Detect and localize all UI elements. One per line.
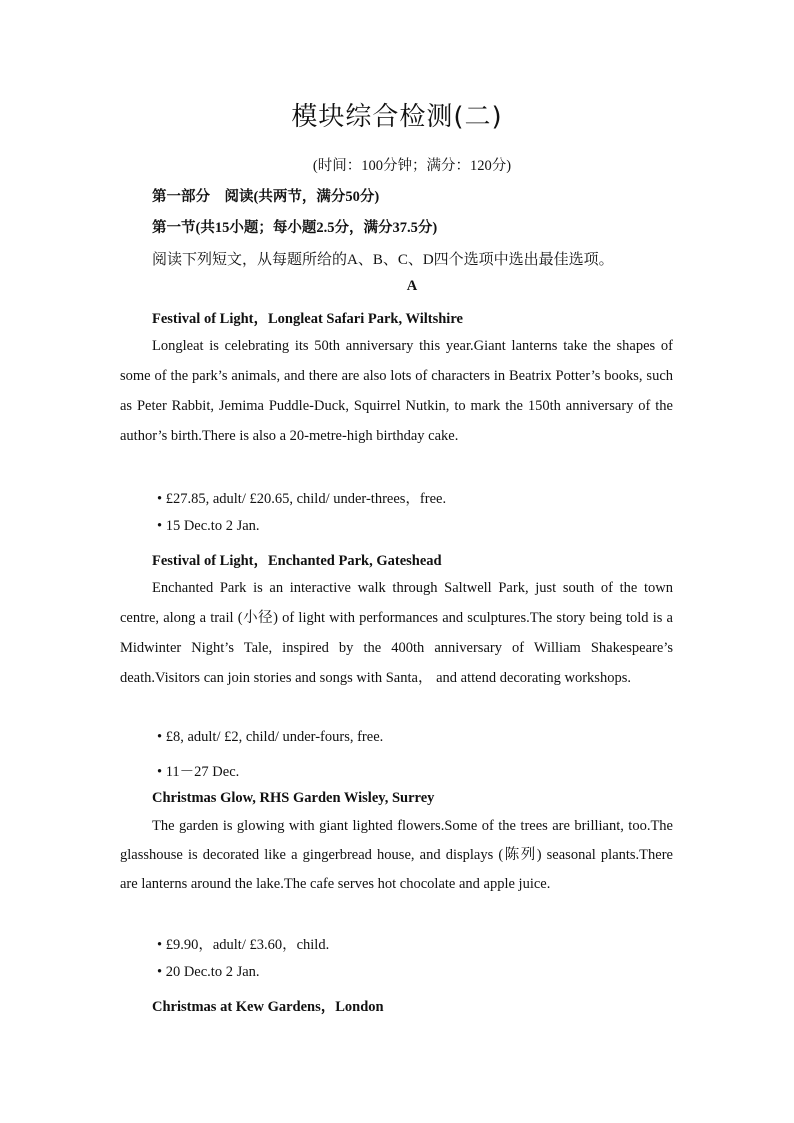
instruction-text: 阅读下列短文，从每题所给的A、B、C、D四个选项中选出最佳选项。: [152, 252, 614, 268]
section-heading: 第一节(共15小题；每小题2.5分，满分37.5分): [152, 220, 438, 236]
event-heading: Christmas at Kew Gardens，London: [152, 999, 384, 1015]
part-heading: 第一部分 阅读(共两节，满分50分): [152, 189, 380, 205]
event-heading: Christmas Glow, RHS Garden Wisley, Surrey: [152, 790, 435, 806]
event-dates: • 20 Dec.to 2 Jan.: [157, 964, 260, 980]
passage-letter: A: [406, 278, 418, 294]
event-price: • £9.90，adult/ £3.60，child.: [157, 937, 330, 953]
event-price: • £27.85, adult/ £20.65, child/ under-threes，free.: [157, 491, 447, 507]
event-dates: • 11－27 Dec.: [157, 764, 240, 780]
page-title: 模块综合检测(二): [291, 102, 503, 132]
event-description: Enchanted Park is an interactive walk through Saltwell Park, just south of the town centre, along a trail (小径) of light with performances and sculptures.The story being told is a Midwinter Night’s Tale, inspired by the 400th anniversary of William Shakespeare’s death.Visitors can join stories and songs with Santa， and attend decorating workshops.: [120, 580, 673, 686]
event-heading: Festival of Light，Longleat Safari Park, Wiltshire: [152, 311, 463, 327]
event-dates: • 15 Dec.to 2 Jan.: [157, 518, 260, 534]
event-description: Longleat is celebrating its 50th anniversary this year.Giant lanterns take the shapes of some of the park’s animals, and there are also lots of characters in Beatrix Potter’s books, such as Peter Rabbit, Jemima Puddle-Duck, Squirrel Nutkin, to mark the 150th anniversary of the author’s birth.There is also a 20-metre-high birthday cake.: [120, 338, 673, 444]
event-description: The garden is glowing with giant lighted flowers.Some of the trees are brilliant, too.The glasshouse is decorated like a gingerbread house, and displays (陈列) seasonal plants.There are lanterns around the lake.The cafe serves hot chocolate and apple juice.: [120, 818, 673, 892]
event-heading: Festival of Light，Enchanted Park, Gateshead: [152, 553, 442, 569]
time-score-info: (时间：100分钟；满分：120分): [312, 158, 512, 174]
event-price: • £8, adult/ £2, child/ under-fours, free.: [157, 729, 384, 745]
